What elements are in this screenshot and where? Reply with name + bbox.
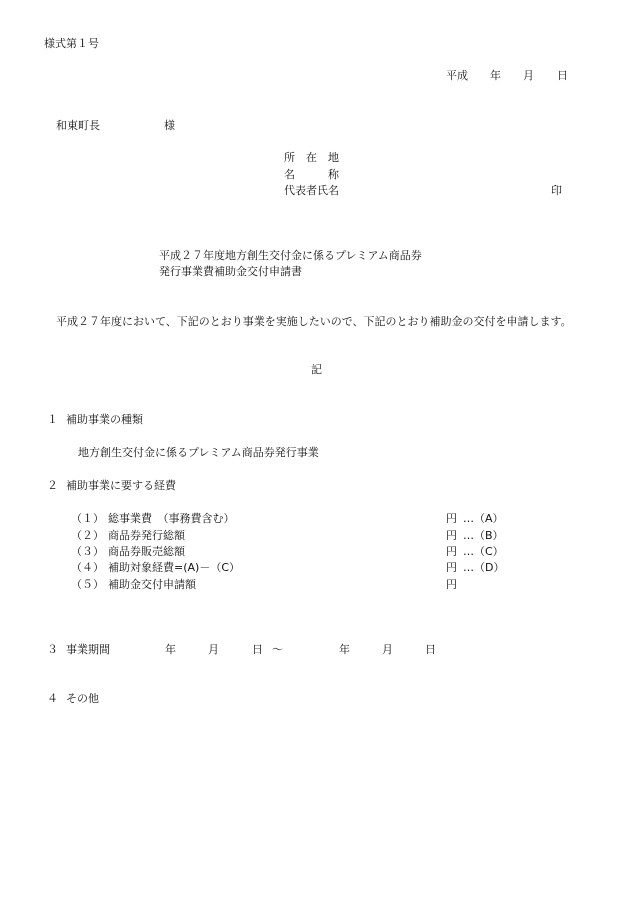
section-2-number: ２ [47,479,58,492]
expense-ref: …（D） [463,561,505,574]
section-3-number: ３ [47,643,58,656]
addressee-name: 和東町長 [56,119,100,132]
period-start-month: 月 [208,643,219,656]
address-label: 所 在 地 [284,151,339,164]
section-2-heading: 補助事業に要する経費 [66,479,176,492]
expense-label: 商品券発行総額 [108,529,185,542]
title-line-1: 平成２７年度地方創生交付金に係るプレミアム商品券 [159,249,422,262]
representative-label: 代表者氏名 [284,184,339,197]
date-year: 年 [490,69,501,82]
date-day: 日 [557,69,568,82]
date-month: 月 [523,69,534,82]
expense-number: （１） [71,512,104,525]
section-1-number: １ [47,413,58,426]
title-line-2: 発行事業費補助金交付申請書 [159,265,302,278]
seal-mark: 印 [551,184,562,197]
expense-label: 補助金交付申請額 [108,578,196,591]
expense-number: （２） [71,529,104,542]
period-end-day: 日 [425,643,436,656]
expense-label: 商品券販売総額 [108,545,185,558]
date-era: 平成 [446,69,468,82]
section-3-heading: 事業期間 [66,643,110,656]
expense-unit: 円 [446,561,457,574]
intro-text: 平成２７年度において、下記のとおり事業を実施したいので、下記のとおり補助金の交付を申請します。 [56,315,572,328]
period-tilde: ～ [272,643,283,656]
section-1-content: 地方創生交付金に係るプレミアム商品券発行事業 [78,446,319,459]
period-start-day: 日 [252,643,263,656]
expense-number: （３） [71,545,104,558]
ki-heading: 記 [311,363,322,376]
expense-unit: 円 [446,578,457,591]
addressee-honorific: 様 [164,119,175,132]
period-start-year: 年 [165,643,176,656]
expense-ref: …（C） [463,545,504,558]
name-label: 名 称 [284,168,339,181]
expense-unit: 円 [446,529,457,542]
section-4-heading: その他 [66,692,99,705]
expense-unit: 円 [446,512,457,525]
section-1-heading: 補助事業の種類 [66,413,143,426]
period-end-year: 年 [339,643,350,656]
expense-label: 総事業費 （事務費含む） [108,512,235,525]
expense-number: （５） [71,578,104,591]
period-end-month: 月 [382,643,393,656]
form-number: 様式第１号 [44,37,99,50]
expense-ref: …（B） [463,529,504,542]
expense-ref: …（A） [463,512,504,525]
expense-number: （４） [71,561,104,574]
expense-unit: 円 [446,545,457,558]
expense-label: 補助対象経費=(A)－（C） [108,561,241,574]
section-4-number: ４ [47,692,58,705]
